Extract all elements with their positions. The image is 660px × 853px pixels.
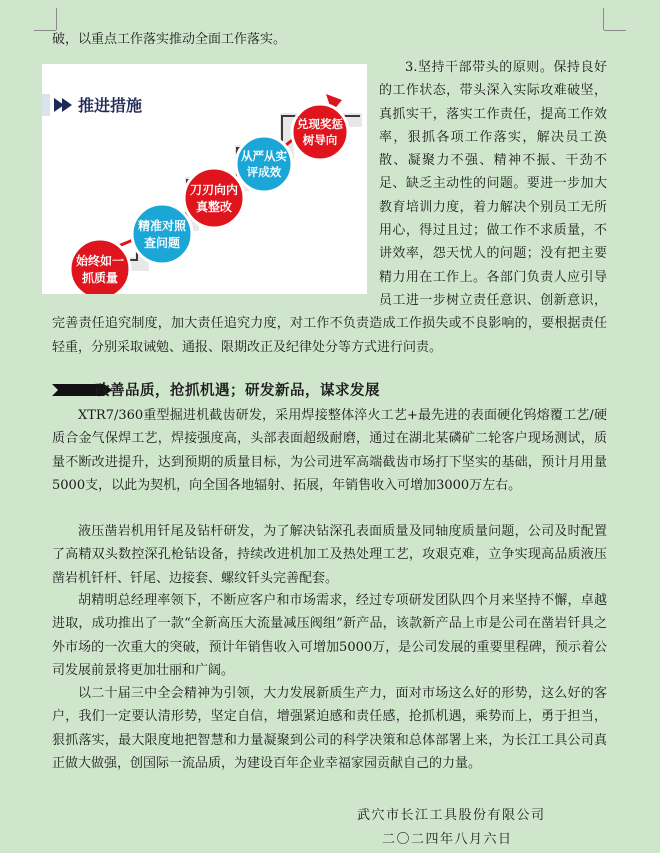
step-3: [184, 168, 244, 228]
step-4-line2: 评成效: [246, 165, 282, 179]
step-1: [70, 239, 130, 294]
signature-company: 武穴市长江工具股份有限公司: [357, 808, 546, 823]
paragraph-intro-end: 破，以重点工作落实推动全面工作落实。: [52, 32, 287, 47]
step-2-line2: 查问题: [143, 236, 181, 250]
title-bar-left-block: [42, 94, 50, 116]
paragraph-manager: 胡精明总经理率领下，不断应客户和市场需求，经过专项研发团队四个月来坚持不懈，卓越进取，成功推出了一款“全新高压大流量减压阀组”新产品，该款新产品上市是公司在凿岩钎具之外市场的一次重大的突破，预计年销售收入可增加5000万，是公司发展的重要里程碑，预示着公司发展前景将更加壮丽和广阔。: [52, 593, 607, 678]
step-2: [132, 204, 192, 264]
step-4-line1: 从严从实: [241, 149, 287, 163]
signature-date: 二〇二四年八月六日: [382, 832, 513, 847]
measures-diagram: [42, 64, 367, 294]
paragraph-hydraulic: 液压凿岩机用钎尾及钻杆研发，为了解决钻深孔表面质量及同轴度质量问题，公司及时配置了高精双头数控深孔枪钻设备，持续改进机加工及热处理工艺，攻艰克难，立争实现高品质液压凿岩机钎杆、钎尾、边接套、螺纹钎头完善配套。: [52, 524, 607, 586]
section-heading: 改善品质，抢抓机遇；研发新品，谋求发展: [95, 383, 380, 399]
title-arrow-icon-2: [62, 98, 72, 112]
principle-block: [52, 56, 607, 359]
step-1-line2: 抓质量: [81, 271, 119, 285]
crop-mark-top-right-h: [604, 30, 626, 31]
measures-figure: [42, 64, 367, 294]
paragraph-xtr: XTR7/360重型掘进机截齿研发，采用焊接整体淬火工艺+最先进的表面硬化钨熔覆工艺/硬质合金气保焊工艺，焊接强度高，头部表面超级耐磨，通过在湖北某磷矿二轮客户现场测试，质量不断改进提升，达到预期的质量目标，为公司进军高端截齿市场打下坚实的基础，预计月用量5000支，以此为契机，向全国各地辐射、拓展，年销售收入可增加3000万左右。: [52, 408, 607, 493]
paragraph-closing: 以二十届三中全会精神为引领，大力发展新质生产力，面对市场这么好的形势，这么好的客户，我们一定要认清形势，坚定自信，增强紧迫感和责任感，抢抓机遇，乘势而上，勇于担当，狠抓落实，最大限度地把智慧和力量凝聚到公司的科学决策和总体部署上来，为长江工具公司真正做大做强，创国际一流品质，为建设百年企业幸福家园贡献自己的力量。: [52, 686, 607, 771]
step-4: [236, 136, 292, 192]
step-5-line1: 兑现奖惩: [297, 117, 343, 131]
crop-mark-top-right-v: [603, 8, 604, 30]
step-3-line1: 刀刃向内: [189, 183, 239, 197]
paragraph-principle: 3.坚持干部带头的原则。保持良好的工作状态，带头深入实际攻难破坚，真抓实干，落实工作责任，提高工作效率，狠抓各项工作落实，解决员工涣散、凝聚力不强、精神不振、干劲不足、缺乏主动性的问题。要进一步加大教育培训力度，着力解决个别员工无所用心，得过且过；做工作不求质量，不讲效率，怨天忧人的问题；没有把主要精力用在工作上。各部门负责人应引导员工进一步树立责任意识、创新意识，完善责任追究制度，加大责任追究力度，对工作不负责造成工作损失或不良影响的，要根据责任轻重，分别采取诫勉、通报、限期改正及纪律处分等方式进行问责。: [52, 60, 607, 355]
figure-title: 推进措施: [78, 96, 143, 115]
step-5: [292, 104, 348, 160]
step-3-line2: 真整改: [195, 200, 233, 214]
step-5-line2: 树导向: [302, 133, 338, 147]
step-1-line1: 始终如一: [75, 254, 125, 268]
step-2-line1: 精准对照: [137, 219, 187, 233]
crop-mark-top-left-v: [56, 8, 57, 30]
